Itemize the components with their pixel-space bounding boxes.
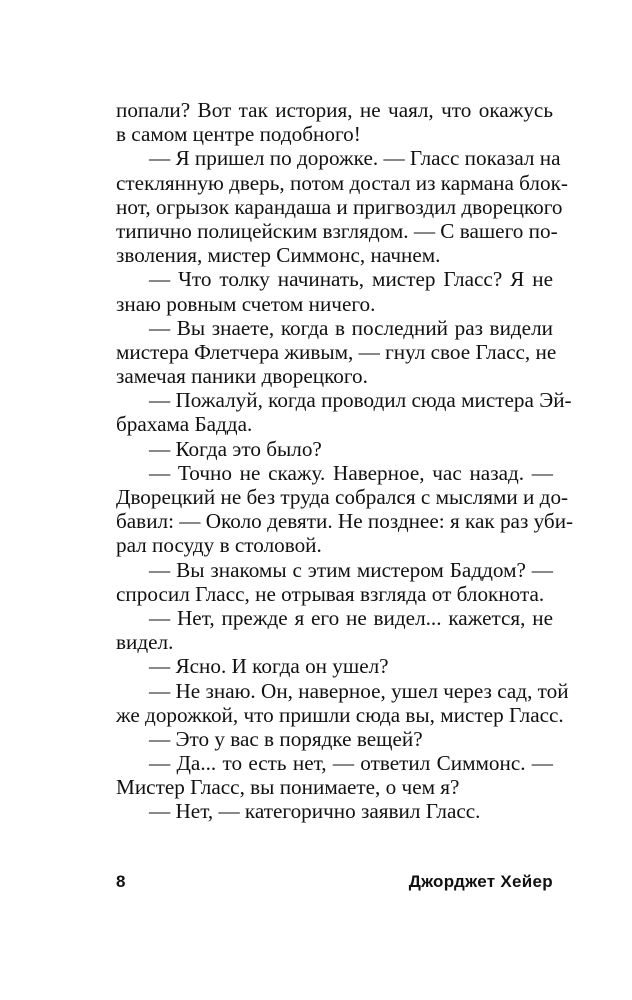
text-line: в самом центре подобного! [116,122,361,147]
text-line: мистера Флетчера живым, — гнул свое Гласс, не [116,339,557,364]
body-text [116,98,574,824]
text-line: — Ясно. И когда он ушел? [149,654,389,679]
page-number: 8 [116,872,126,891]
text-line: рал посуду в столовой. [116,533,322,558]
text-line: — Когда это было? [149,436,322,461]
running-author: Джорджет Хейер [408,872,553,891]
text-line: — Пожалуй, когда проводил сюда мистера Эй- [149,388,572,413]
text-line: бавил: — Около девяти. Не позднее: я как раз уби- [116,509,574,534]
text-line: спросил Гласс, не отрывая взгляда от блокнота. [116,581,545,606]
text-line: стеклянную дверь, потом достал из кармана блок- [116,170,568,195]
text-line: — Нет, прежде я его не видел... кажется, не [149,605,553,630]
text-line: — Что толку начинать, мистер Гласс? Я не [149,267,553,292]
text-line: же дорожкой, что пришли сюда вы, мистер Гласс. [116,702,564,727]
text-line: попали? Вот так история, не чаял, что окажусь [116,98,553,122]
text-line: — Вы знакомы с этим мистером Баддом? — [149,557,553,582]
text-line: — Точно не скажу. Наверное, час назад. — [149,460,553,485]
text-line: брахама Бадда. [116,412,253,437]
text-line: типично полицейским взглядом. — С вашего по- [116,218,558,243]
text-line: — Вы знаете, когда в последний раз видели [149,315,553,340]
text-line: нот, огрызок карандаша и пригвоздил дворецкого [116,194,563,219]
text-line: знаю ровным счетом ничего. [116,291,376,316]
text-line: Мистер Гласс, вы понимаете, о чем я? [116,775,460,800]
text-line: — Не знаю. Он, наверное, ушел через сад, той [149,678,569,703]
text-line: — Это у вас в порядке вещей? [149,726,423,751]
text-line: Дворецкий не без труда собрался с мыслями и до- [116,485,569,509]
text-line: зволения, мистер Симмонс, начнем. [116,243,441,268]
text-line: — Я пришел по дорожке. — Гласс показал на [149,146,561,171]
page-footer [116,872,553,896]
text-line: — Да... то есть нет, — ответил Симмонс. — [149,751,553,776]
text-line: замечая паники дворецкого. [116,364,368,389]
text-line: видел. [116,630,174,655]
text-line: — Нет, — категорично заявил Гласс. [149,799,481,824]
